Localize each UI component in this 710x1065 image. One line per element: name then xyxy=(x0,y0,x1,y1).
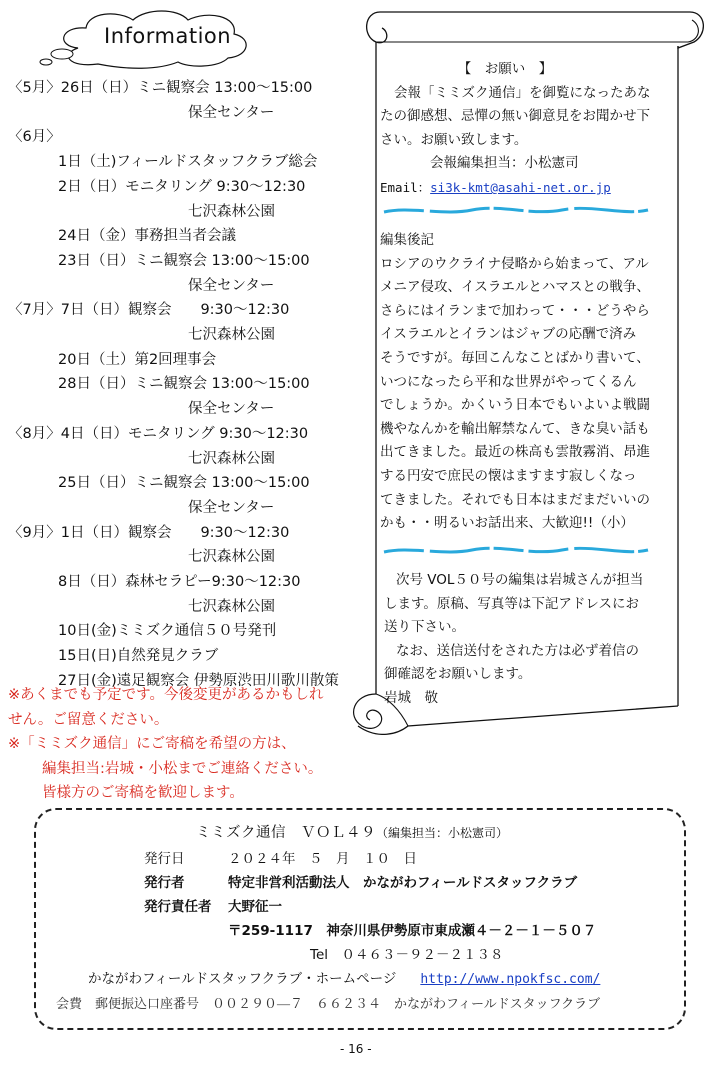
request-line: たの御感想、忌憚の無い御意見をお聞かせ下 xyxy=(380,108,650,125)
schedule-item: 七沢森林公園 xyxy=(188,549,275,566)
postscript-line: そうですが。毎回こんなことばかり書いて、 xyxy=(380,349,650,366)
tel: Tel ０４６３－９２－２１３８ xyxy=(310,947,504,963)
colophon-title-note: （編集担当：小松憲司） xyxy=(376,826,509,840)
schedule-item: 8日（日）森林セラピー9:30～12:30 xyxy=(58,574,301,591)
next-issue-line: 送り下さい。 xyxy=(384,619,465,636)
colophon-title-row xyxy=(196,822,508,846)
page-number: - 16 - xyxy=(340,1042,372,1056)
note-line: せん。ご留意ください。 xyxy=(8,711,169,728)
schedule-item: 〈6月〉 xyxy=(8,129,61,146)
schedule-item: 保全センター xyxy=(188,277,275,294)
schedule-item: 27日(金)遠足観察会 伊勢原渋田川歌川散策 xyxy=(58,672,339,689)
postscript-line: てきました。それでも日本はまだまだいいの xyxy=(380,491,650,508)
postscript-line: いつになったら平和な世界がやってくるん xyxy=(380,373,637,390)
schedule-item: 10日(金)ミミズク通信５０号発刊 xyxy=(58,623,277,640)
schedule-item: 〈8月〉4日（日）モニタリング 9:30～12:30 xyxy=(8,425,309,442)
postscript-line: ロシアのウクライナ侵略から始まって、アル xyxy=(380,255,649,272)
next-issue-line: 岩城 敬 xyxy=(384,689,438,706)
date-label: 発行日 xyxy=(144,851,185,867)
postscript-line: でしょうか。かくいう日本でもいよいよ戦闘 xyxy=(380,397,650,414)
next-issue-line: します。原稿、写真等は下記アドレスにお xyxy=(384,595,640,612)
email-label: Email： xyxy=(380,179,431,195)
request-editor: 会報編集担当：小松憲司 xyxy=(430,155,579,172)
schedule-item: 15日(日)自然発見クラブ xyxy=(58,648,219,665)
schedule-item: 七沢森林公園 xyxy=(188,598,275,615)
wave-divider-icon xyxy=(382,204,650,218)
schedule-item: 七沢森林公園 xyxy=(188,450,275,467)
schedule-item: 〈5月〉26日（日）ミニ観察会 13:00～15:00 xyxy=(8,80,313,96)
email-row xyxy=(380,176,670,201)
schedule-item: 〈9月〉1日（日）観察会 9:30～12:30 xyxy=(8,524,290,541)
next-issue-line: 次号 VOL５０号の編集は岩城さんが担当 xyxy=(396,572,644,588)
publisher-value: 特定非営利活動法人 かながわフィールドスタッフクラブ xyxy=(228,875,578,891)
schedule-item: 保全センター xyxy=(188,499,275,516)
request-heading: 【 お願い 】 xyxy=(457,61,553,77)
schedule-item: 2日（日）モニタリング 9:30～12:30 xyxy=(58,178,306,195)
schedule-item: 〈7月〉7日（日）観察会 9:30～12:30 xyxy=(8,302,290,319)
responsible-label: 発行責任者 xyxy=(144,899,212,915)
schedule-item: 25日（日）ミニ観察会 13:00～15:00 xyxy=(58,475,310,492)
homepage-label: かながわフィールドスタッフクラブ・ホームページ xyxy=(88,971,397,987)
note-line: 皆様方のご寄稿を歓迎します。 xyxy=(42,785,244,801)
schedule-item: 1日（土)フィールドスタッフクラブ総会 xyxy=(58,154,318,171)
request-line: 会報「ミミズク通信」を御覧になったあな xyxy=(394,84,651,101)
publisher-label: 発行者 xyxy=(144,875,185,891)
colophon-title: ミミズク通信 ＶＯＬ４９ xyxy=(196,825,376,841)
postscript-section xyxy=(380,229,672,536)
postscript-heading: 編集後記 xyxy=(380,232,434,248)
date-row xyxy=(144,848,417,872)
schedule-item: 24日（金）事務担当者会議 xyxy=(58,228,236,245)
next-issue-line: なお、送信送付をされた方は必ず着信の xyxy=(396,642,639,659)
note-line: ※あくまでも予定です。今後変更があるかもしれ xyxy=(8,687,324,703)
postscript-line: かも・・明るいお話出来、大歓迎!!（小） xyxy=(380,515,634,532)
request-section xyxy=(380,58,670,201)
schedule-note xyxy=(8,683,324,806)
date-value: ２０２４年 ５ 月 １０ 日 xyxy=(228,851,417,867)
postscript-line: さらにはイランまで加わって・・・どうやら xyxy=(380,302,650,319)
schedule-item: 23日（日）ミニ観察会 13:00～15:00 xyxy=(58,252,310,269)
schedule-item: 20日（土）第2回理事会 xyxy=(58,351,217,368)
postscript-line: 機やなんかを輸出解禁なんて、きな臭い話も xyxy=(380,420,650,437)
note-line: ※「ミミズク通信」にご寄稿を希望の方は、 xyxy=(8,736,296,752)
note-line: 編集担当:岩城・小松までご連絡ください。 xyxy=(42,760,323,777)
publisher-row xyxy=(144,872,577,896)
fee: 会費 郵便振込口座番号 ００２９０—７ ６６２３４ かながわフィールドスタッフクラブ xyxy=(56,996,601,1011)
schedule-list xyxy=(8,76,339,694)
info-title: Information xyxy=(104,24,232,48)
responsible-row xyxy=(144,896,282,920)
postscript-body xyxy=(380,253,672,536)
postscript-line: メニア侵攻、イスラエルとハマスとの戦争、 xyxy=(380,279,650,296)
next-issue-section xyxy=(380,569,672,711)
wave-divider-icon xyxy=(382,544,650,558)
homepage-link[interactable]: http://www.npokfsc.com/ xyxy=(420,972,601,987)
postscript-line: する円安で庶民の懐はますます寂しくなっ xyxy=(380,467,637,484)
postscript-line: イスラエルとイランはジャブの応酬で済み xyxy=(380,326,637,343)
schedule-item: 七沢森林公園 xyxy=(188,203,275,220)
homepage-row xyxy=(88,968,600,992)
postscript-line: 出てきました。最近の株高も雲散霧消、昂進 xyxy=(380,444,650,461)
schedule-item: 保全センター xyxy=(188,104,275,121)
email-link[interactable]: si3k-kmt@asahi-net.or.jp xyxy=(430,179,611,195)
address: 〒259-1117 神奈川県伊勢原市東成瀬４－２－１－５０７ xyxy=(228,923,597,939)
schedule-item: 七沢森林公園 xyxy=(188,327,275,344)
next-issue-line: 御確認をお願いします。 xyxy=(384,666,532,683)
schedule-item: 28日（日）ミニ観察会 13:00～15:00 xyxy=(58,376,310,393)
request-line: さい。お願い致します。 xyxy=(380,131,528,148)
schedule-item: 保全センター xyxy=(188,401,275,418)
responsible-value: 大野征一 xyxy=(228,899,282,915)
